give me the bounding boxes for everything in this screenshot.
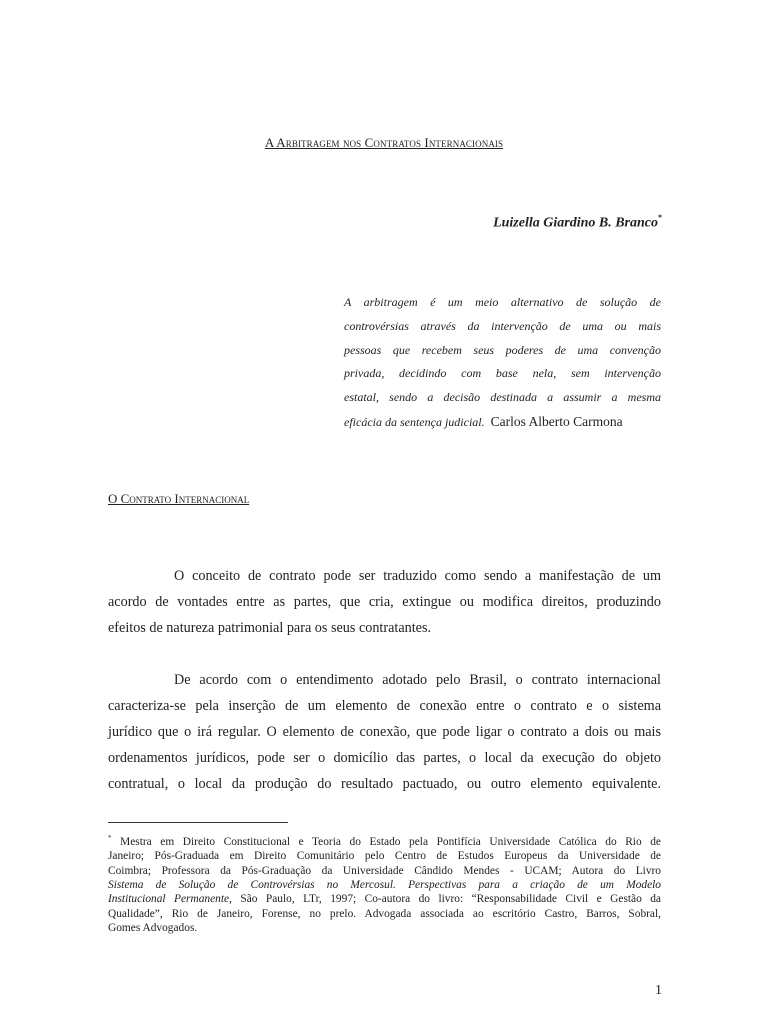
document-title: A Arbitragem nos Contratos Internacionais	[264, 135, 504, 150]
epigraph	[344, 291, 661, 435]
footnote-text: Mestra em Direito Constitucional e Teoria do Estado pela Pontifícia Universidade Católica do Rio de	[120, 835, 661, 848]
epigraph-line: estatal, sendo a decisão destinada a assumir a mesma	[344, 390, 661, 405]
paragraph-line: ordenamentos jurídicos, pode ser o domicílio das partes, o local da execução do objeto	[108, 750, 661, 766]
paragraph-line: acordo de vontades entre as partes, que cria, extingue ou modifica direitos, produzindo	[108, 594, 661, 610]
paragraph-line: jurídico que o irá regular. O elemento de conexão, que pode ligar o contrato a dois ou mais	[108, 724, 661, 740]
epigraph-citation: Carlos Alberto Carmona	[490, 413, 623, 429]
epigraph-line: controvérsias através da intervenção de uma ou mais	[344, 318, 661, 333]
footnote-line	[108, 892, 661, 906]
paragraph-line: De acordo com o entendimento adotado pelo Brasil, o contrato internacional	[174, 672, 661, 688]
footnote-line: Coimbra; Professora da Pós-Graduação da Universidade Cândido Mendes - UCAM; Autora do Livro	[108, 864, 661, 877]
paragraph-line: contratual, o local da produção do resultado pactuado, ou outro elemento equivalente.	[108, 776, 661, 792]
footnote	[108, 831, 661, 936]
paragraph-line: O conceito de contrato pode ser traduzido como sendo a manifestação de um	[174, 568, 661, 584]
footnote-line	[108, 831, 661, 849]
paragraph-line: caracteriza-se pela inserção de um elemento de conexão entre o contrato e o sistema	[108, 698, 661, 714]
footnote-text: , São Paulo, LTr, 1997; Co-autora do livro: “Responsabilidade Civil e Gestão da	[229, 893, 661, 906]
epigraph-last-line	[344, 410, 661, 435]
epigraph-line: A arbitragem é um meio alternativo de solução de	[344, 295, 661, 309]
section-heading: O Contrato Internacional	[108, 491, 250, 506]
epigraph-line: pessoas que recebem seus poderes de uma convenção	[344, 342, 661, 357]
paragraph	[108, 667, 661, 797]
footnote-separator	[108, 822, 288, 823]
footnote-mark: *	[108, 834, 112, 842]
footnote-line: Sistema de Solução de Controvérsias no Mercosul. Perspectivas para a criação de um Modelo	[108, 879, 661, 892]
paragraph-line: efeitos de natureza patrimonial para os seus contratantes.	[108, 620, 432, 636]
footnote-line: Gomes Advogados.	[108, 922, 198, 935]
footnote-line: Qualidade”, Rio de Janeiro, Forense, no prelo. Advogada associada ao escritório Castro, Barros, Sobral,	[108, 907, 661, 920]
footnote-line: Janeiro; Pós-Graduada em Direito Comunitário pelo Centro de Estudos Europeus da Universidade de	[108, 850, 661, 863]
author-name	[493, 214, 662, 232]
book-title: Institucional Permanente	[108, 893, 230, 906]
epigraph-line: privada, decidindo com base nela, sem intervenção	[344, 366, 661, 381]
page-number: 1	[655, 983, 662, 998]
author-footnote-mark: *	[658, 213, 662, 222]
epigraph-line: eficácia da sentença judicial.	[344, 414, 485, 429]
author-name-text: Luizella Giardino B. Branco	[493, 215, 658, 231]
paragraph	[108, 563, 661, 641]
